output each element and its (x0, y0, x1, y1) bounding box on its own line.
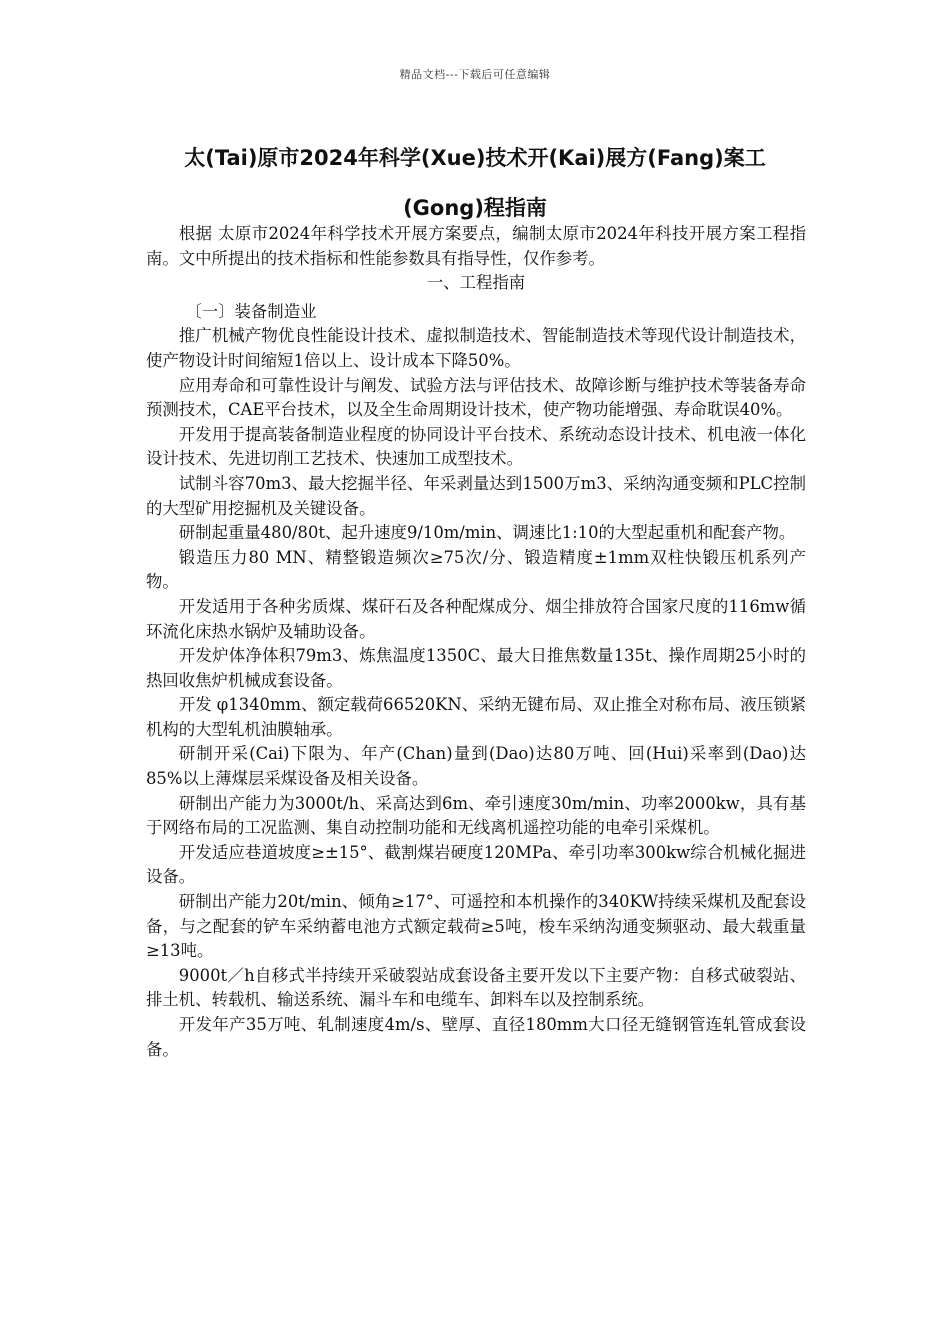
subsection-heading: 〔一〕装备制造业 (185, 301, 317, 321)
body-paragraph: 开发 φ1340mm、额定载荷66520KN、采纳无键布局、双止推全对称布局、液压锁紧机构的大型轧机油膜轴承。 (146, 695, 806, 739)
body-paragraph: 研制出产能力为3000t/h、采高达到6m、牵引速度30m/min、功率2000kw，具有基于网络布局的工况监测、集自动控制功能和无线离机遥控功能的电牵引采煤机。 (146, 793, 806, 838)
body-paragraph: 锻造压力80 MN、精整锻造频次≥75次/分、锻造精度±1mm双柱快锻压机系列产物。 (146, 547, 806, 592)
intro-paragraph: 根据 太原市2024年科学技术开展方案要点，编制太原市2024年科技开展方案工程指南。文中所提出的技术指标和性能参数具有指导性，仅作参考。 (146, 224, 806, 268)
body-paragraph: 研制出产能力20t/min、倾角≥17°、可遥控和本机操作的340KW持续采煤机及配套设备，与之配套的铲车采纳蓄电池方式额定载荷≥5吨，梭车采纳沟通变频驱动、最大载重量≥13吨。 (146, 892, 806, 961)
document-body (146, 222, 806, 1062)
document-title: 太(Tai)原市2024年科学(Xue)技术开(Kai)展方(Fang)案工(Gong)程指南 (184, 146, 766, 220)
body-paragraph: 开发年产35万吨、轧制速度4m/s、壁厚、直径180mm大口径无缝钢管连轧管成套设备。 (146, 1015, 806, 1059)
body-paragraph: 推广机械产物优良性能设计技术、虚拟制造技术、智能制造技术等现代设计制造技术，使产物设计时间缩短1倍以上、设计成本下降50%。 (146, 326, 806, 370)
body-paragraph: 9000t／h自移式半持续开采破裂站成套设备主要开发以下主要产物：自移式破裂站、排土机、转载机、输送系统、漏斗车和电缆车、卸料车以及控制系统。 (146, 965, 806, 1010)
body-paragraph: 研制起重量480/80t、起升速度9/10m/min、调速比1:10的大型起重机和配套产物。 (178, 523, 796, 543)
header-note: 精品文档---下载后可任意编辑 (399, 68, 551, 81)
body-paragraph: 开发适用于各种劣质煤、煤矸石及各种配煤成分、烟尘排放符合国家尺度的116mw循环流化床热水锅炉及辅助设备。 (146, 596, 806, 641)
body-paragraph: 开发炉体净体积79m3、炼焦温度1350C、最大日推焦数量135t、操作周期25小时的热回收焦炉机械成套设备。 (146, 646, 806, 690)
body-paragraph: 试制斗容70m3、最大挖掘半径、年采剥量达到1500万m3、采纳沟通变频和PLC控制的大型矿用挖掘机及关键设备。 (146, 473, 806, 518)
body-paragraph: 研制开采(Cai)下限为、年产(Chan)量到(Dao)达80万吨、回(Hui)采率到(Dao)达85%以上薄煤层采煤设备及相关设备。 (146, 744, 806, 789)
body-paragraph: 开发用于提高装备制造业程度的协同设计平台技术、系统动态设计技术、机电液一体化设计技术、先进切削工艺技术、快速加工成型技术。 (146, 424, 806, 469)
body-paragraph: 应用寿命和可靠性设计与阐发、试验方法与评估技术、故障诊断与维护技术等装备寿命预测技术，CAE平台技术，以及全生命周期设计技术，使产物功能增强、寿命耽误40%。 (146, 375, 806, 420)
body-paragraph: 开发适应巷道坡度≥±15°、截割煤岩硬度120MPa、牵引功率300kw综合机械化掘进设备。 (146, 842, 806, 887)
section-heading: 一、工程指南 (426, 273, 526, 293)
